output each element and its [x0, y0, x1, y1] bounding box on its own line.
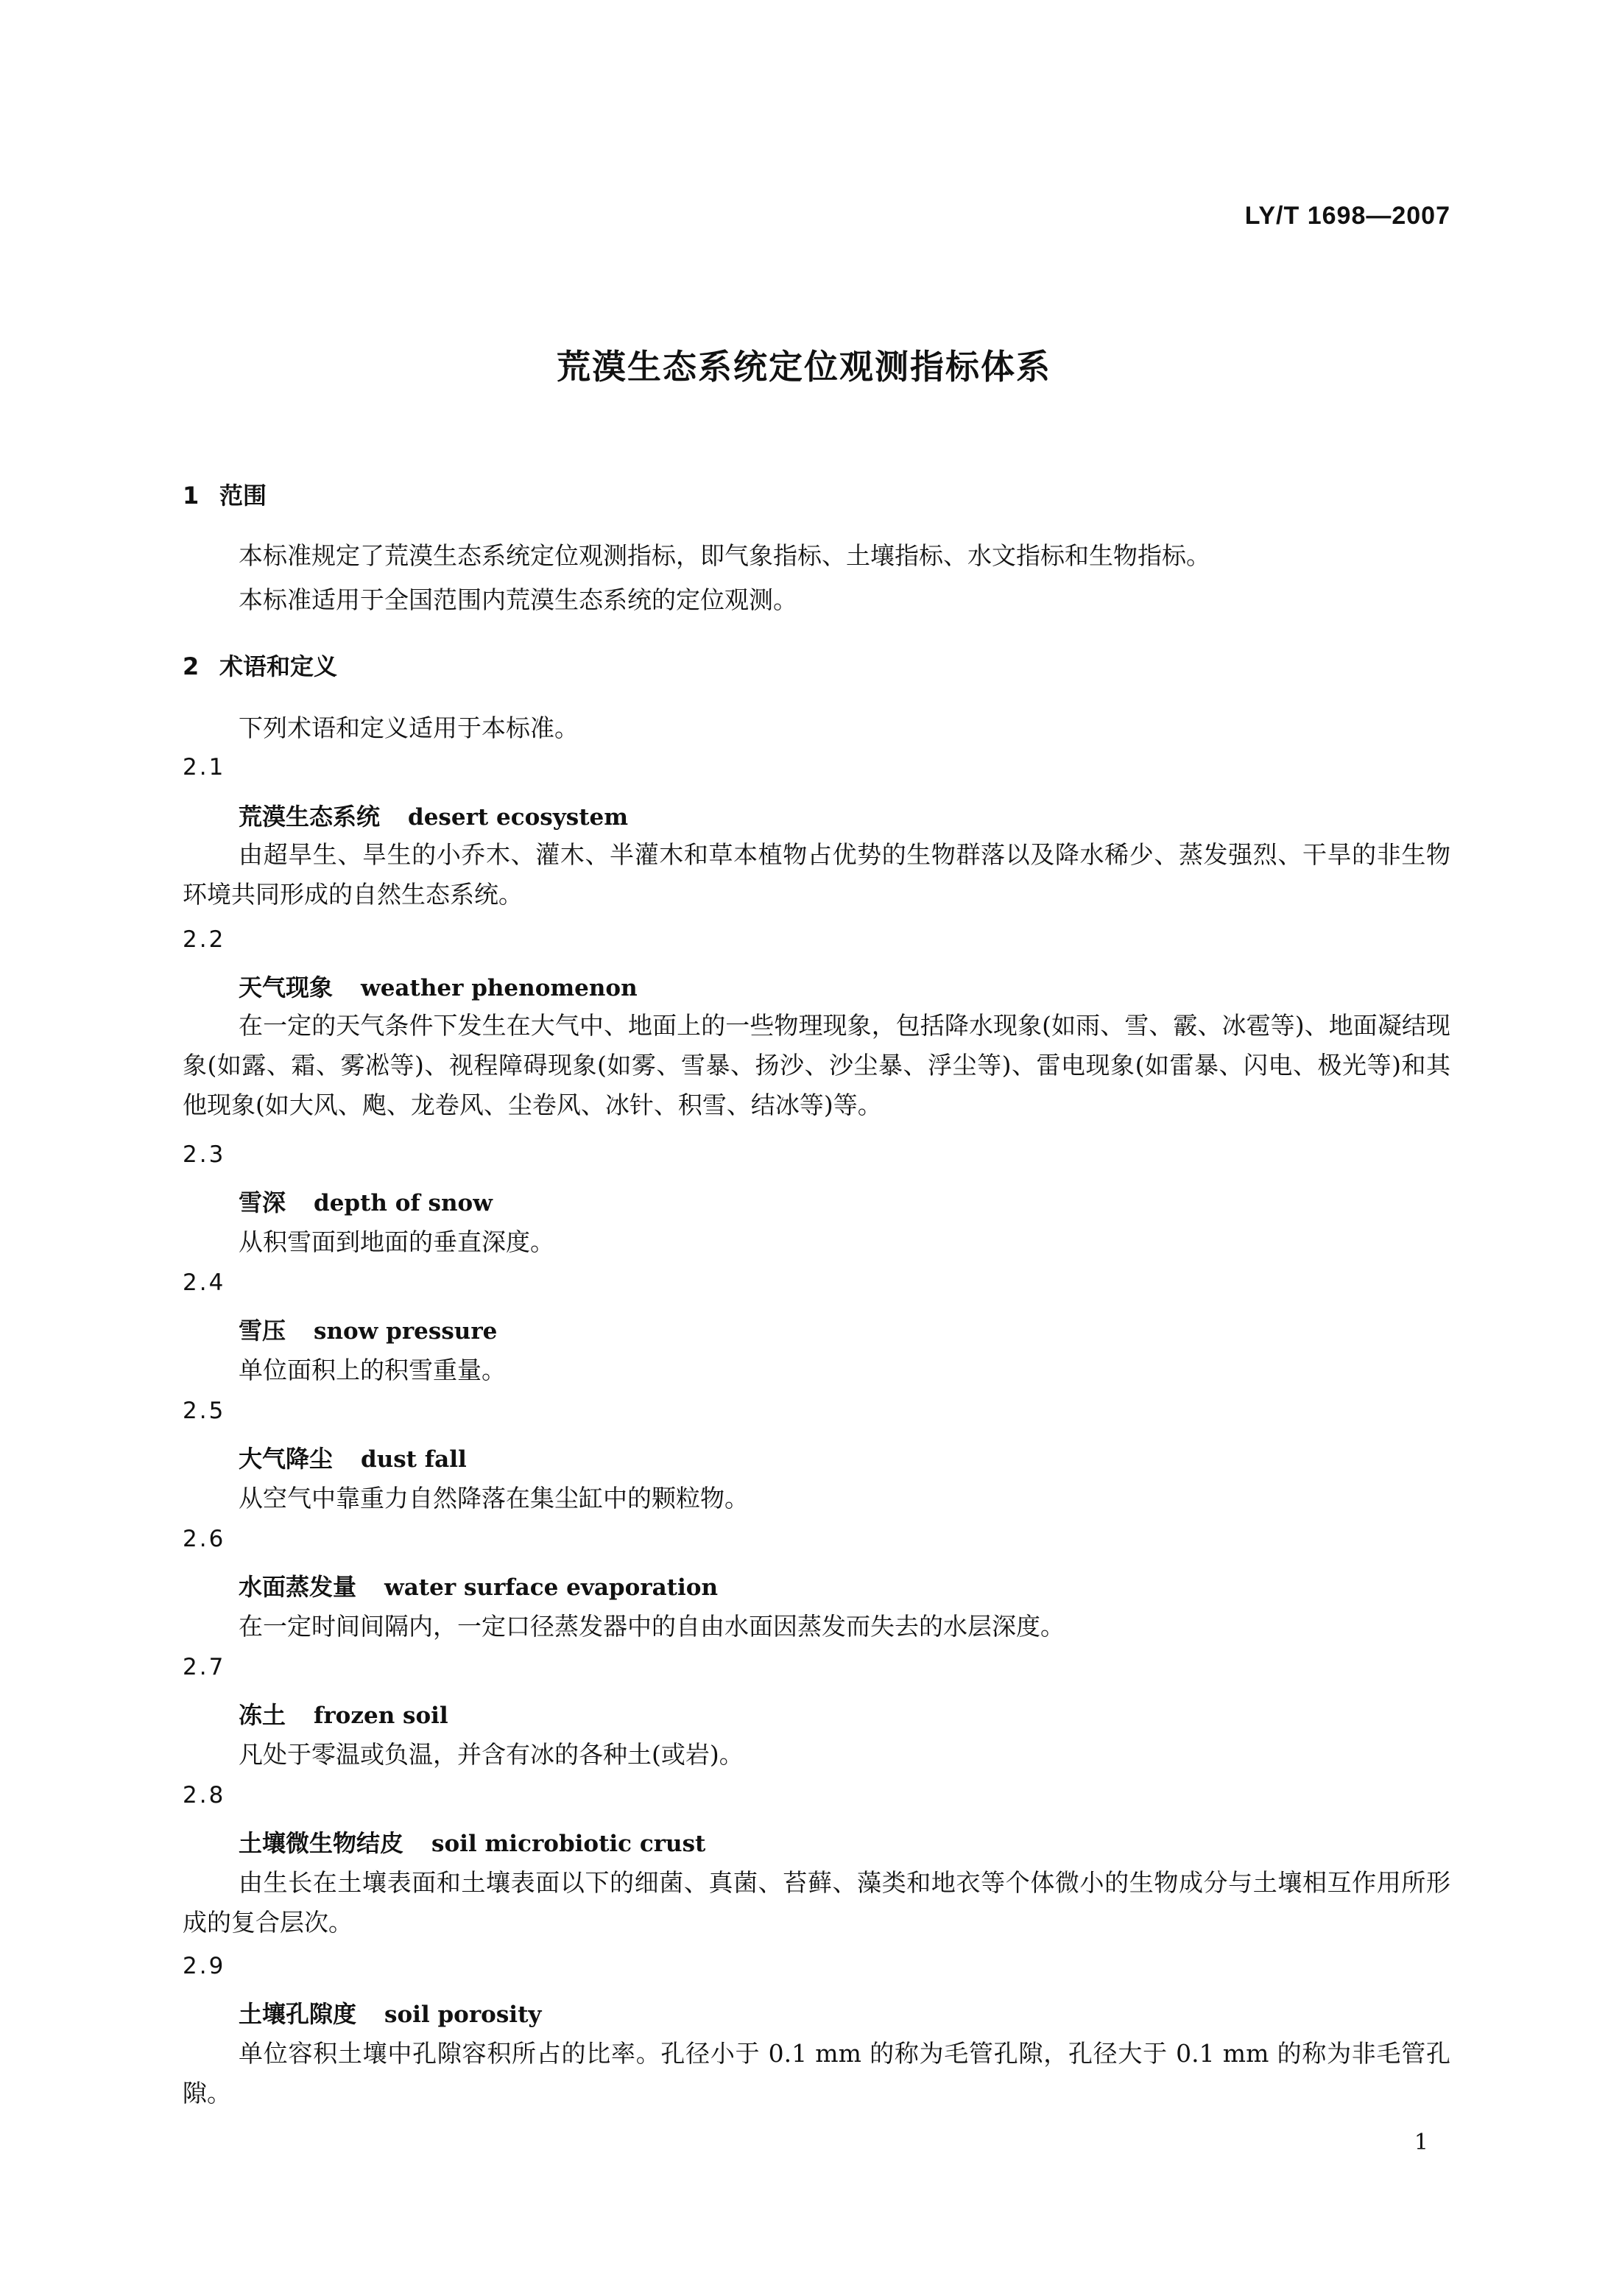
section-title: 术语和定义: [219, 652, 338, 680]
clause-number: 2.7: [183, 1654, 226, 1680]
term-en: depth of snow: [314, 1190, 493, 1216]
term-definition: 由生长在土壤表面和土壤表面以下的细菌、真菌、苔藓、藻类和地衣等个体微小的生物成分与土壤相互作用所形成的复合层次。: [183, 1868, 1450, 1937]
clause-number: 2.4: [183, 1270, 226, 1296]
term-entry: [239, 1184, 493, 1218]
scope-paragraph-2: 本标准适用于全国范围内荒漠生态系统的定位观测。: [239, 585, 797, 614]
scope-paragraph-1: 本标准规定了荒漠生态系统定位观测指标，即气象指标、土壤指标、水文指标和生物指标。: [239, 541, 1210, 570]
term-en: water surface evaporation: [384, 1574, 718, 1601]
section-number: 2: [183, 652, 200, 680]
term-en: weather phenomenon: [361, 975, 638, 1001]
term-definition: 从空气中靠重力自然降落在集尘缸中的颗粒物。: [239, 1484, 749, 1513]
page-number: 1: [1414, 2130, 1428, 2155]
term-zh: 荒漠生态系统: [239, 803, 381, 831]
term-zh: 大气降尘: [239, 1445, 334, 1473]
section-heading-terms: [183, 648, 337, 682]
clause-number: 2.3: [183, 1141, 226, 1168]
section-number: 1: [183, 482, 200, 510]
terms-intro-paragraph: 下列术语和定义适用于本标准。: [239, 714, 579, 742]
term-entry: [239, 1697, 448, 1730]
term-en: snow pressure: [314, 1318, 498, 1345]
term-definition: 单位面积上的积雪重量。: [239, 1356, 506, 1384]
clause-number: 2.8: [183, 1782, 226, 1809]
term-en: soil microbiotic crust: [431, 1831, 706, 1857]
term-definition: 从积雪面到地面的垂直深度。: [239, 1228, 554, 1256]
term-zh: 天气现象: [239, 973, 334, 1001]
term-zh: 土壤孔隙度: [239, 2000, 357, 2028]
document-title: 荒漠生态系统定位观测指标体系: [557, 347, 1051, 387]
term-definition: 凡处于零温或负温，并含有冰的各种土(或岩)。: [239, 1740, 744, 1769]
term-entry: [239, 1825, 705, 1859]
term-definition: 在一定的天气条件下发生在大气中、地面上的一些物理现象，包括降水现象(如雨、雪、霰、冰雹等)、地面凝结现象(如露、霜、雾凇等)、视程障碍现象(如雾、雪暴、扬沙、沙尘暴、浮尘等)、雷电现象(如雷暴、闪电、极光等)和其他现象(如大风、飑、龙卷风、尘卷风、冰针、积雪、结冰等)等。: [183, 1011, 1450, 1119]
term-zh: 水面蒸发量: [239, 1573, 357, 1601]
standard-code: LY/T 1698—2007: [1244, 202, 1450, 230]
term-entry: [239, 1996, 541, 2029]
term-en: soil porosity: [384, 2001, 542, 2028]
term-entry: [239, 798, 628, 832]
clause-number: 2.5: [183, 1398, 226, 1424]
term-definition: 在一定时间间隔内，一定口径蒸发器中的自由水面因蒸发而失去的水层深度。: [239, 1612, 1065, 1641]
term-zh: 冻土: [239, 1701, 286, 1729]
term-en: desert ecosystem: [408, 804, 629, 831]
term-definition: 由超旱生、旱生的小乔木、灌木、半灌木和草本植物占优势的生物群落以及降水稀少、蒸发强烈、干旱的非生物环境共同形成的自然生态系统。: [183, 840, 1450, 909]
clause-number: 2.2: [183, 926, 226, 953]
section-heading-scope: [183, 477, 267, 511]
term-en: dust fall: [361, 1446, 467, 1473]
term-definition: 单位容积土壤中孔隙容积所占的比率。孔径小于 0.1 mm 的称为毛管孔隙，孔径大于 0.1 mm 的称为非毛管孔隙。: [183, 2039, 1450, 2107]
term-entry: [239, 1568, 718, 1602]
term-zh: 雪深: [239, 1189, 286, 1216]
clause-number: 2.9: [183, 1953, 226, 1979]
clause-number: 2.1: [183, 754, 226, 781]
term-zh: 土壤微生物结皮: [239, 1829, 404, 1857]
term-entry: [239, 1312, 497, 1346]
section-title: 范围: [219, 482, 267, 510]
term-entry: [239, 969, 638, 1003]
term-entry: [239, 1440, 467, 1474]
term-zh: 雪压: [239, 1317, 286, 1345]
clause-number: 2.6: [183, 1526, 226, 1552]
term-en: frozen soil: [314, 1702, 448, 1729]
